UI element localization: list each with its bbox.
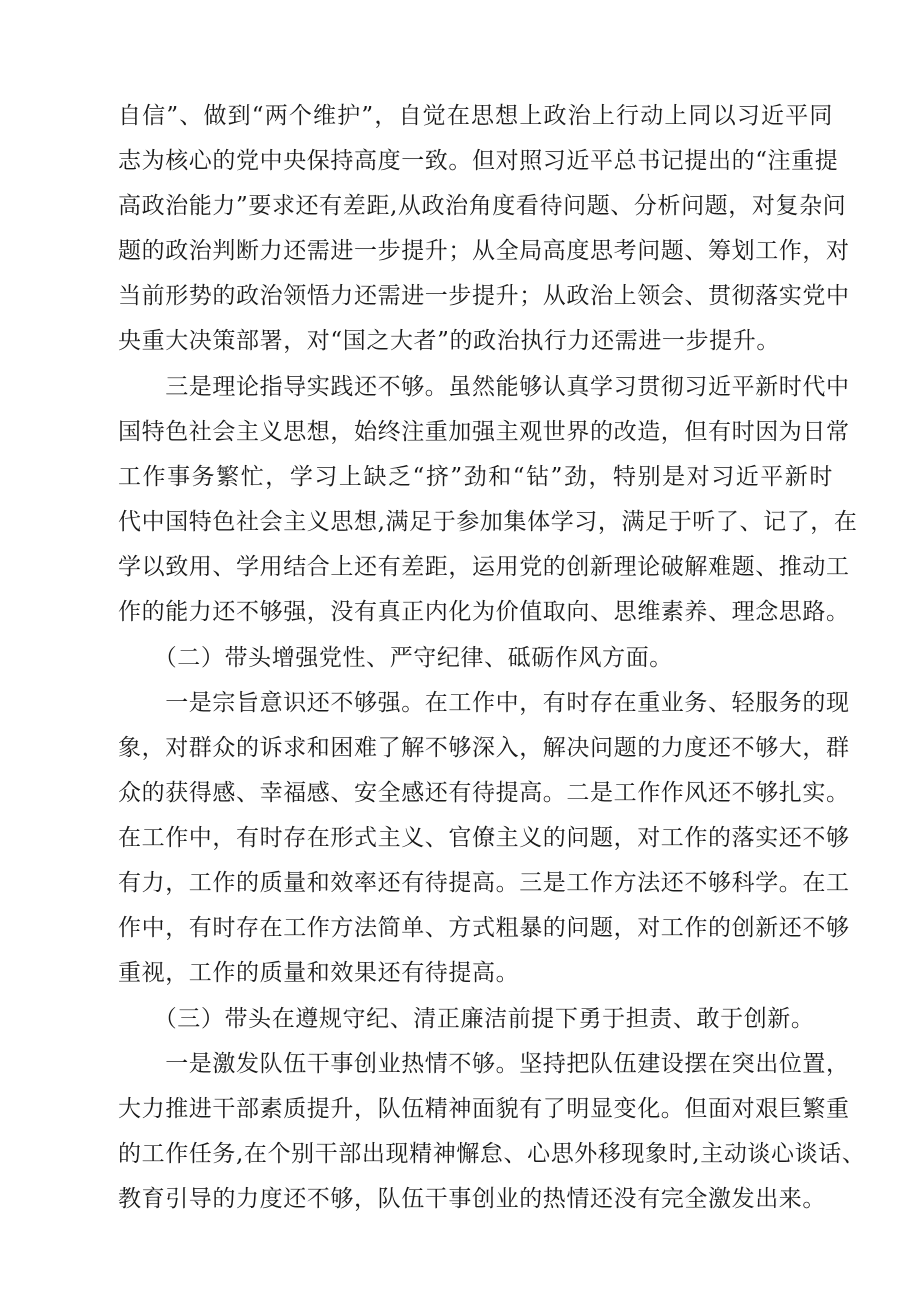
body-text-line: 作的能力还不够强，没有真正内化为价值取向、思维素养、理念思路。 xyxy=(118,599,850,625)
body-text-line: 学以致用、学用结合上还有差距，运用党的创新理论破解难题、推动工 xyxy=(118,554,850,580)
body-text-line: 有力，工作的质量和效率还有待提高。三是工作方法还不够科学。在工 xyxy=(118,870,850,896)
body-text-line: 一是宗旨意识还不够强。在工作中，有时存在重业务、轻服务的现 xyxy=(118,690,850,716)
body-text-line: 央重大决策部署，对“国之大者”的政治执行力还需进一步提升。 xyxy=(118,328,780,354)
body-text-line: 当前形势的政治领悟力还需进一步提升；从政治上领会、贯彻落实党中 xyxy=(118,283,850,309)
body-text-line: 三是理论指导实践还不够。虽然能够认真学习贯彻习近平新时代中 xyxy=(118,374,850,400)
body-text-line: 代中国特色社会主义思想,满足于参加集体学习，满足于听了、记了，在 xyxy=(118,509,858,535)
body-text-line: 重视，工作的质量和效果还有待提高。 xyxy=(118,960,520,986)
body-text-line: 教育引导的力度还不够，队伍干事创业的热情还没有完全激发出来。 xyxy=(118,1186,826,1212)
body-text-line: 的工作任务,在个别干部出现精神懈怠、心思外移现象时,主动谈心谈话、 xyxy=(118,1141,866,1167)
body-text-line: 在工作中，有时存在形式主义、官僚主义的问题，对工作的落实还不够 xyxy=(118,825,850,851)
body-text-line: 象，对群众的诉求和困难了解不够深入，解决问题的力度还不够大，群 xyxy=(118,735,850,761)
section-heading: （三）带头在遵规守纪、清正廉洁前提下勇于担责、敢于创新。 xyxy=(118,1006,815,1032)
body-text-line: 自信”、做到“两个维护”，自觉在思想上政治上行动上同以习近平同 xyxy=(118,103,833,129)
body-text-line: 志为核心的党中央保持高度一致。但对照习近平总书记提出的“注重提 xyxy=(118,148,839,174)
body-text-line: 工作事务繁忙，学习上缺乏“挤”劲和“钻”劲，特别是对习近平新时 xyxy=(118,464,833,490)
body-text-line: 国特色社会主义思想，始终注重加强主观世界的改造，但有时因为日常 xyxy=(118,419,850,445)
body-text-line: 高政治能力”要求还有差距,从政治角度看待问题、分析问题，对复杂问 xyxy=(118,193,847,219)
body-text-line: 一是激发队伍干事创业热情不够。坚持把队伍建设摆在突出位置， xyxy=(118,1051,850,1077)
body-text-line: 作中，有时存在工作方法简单、方式粗暴的问题，对工作的创新还不够 xyxy=(118,915,850,941)
body-text-line: 大力推进干部素质提升，队伍精神面貌有了明显变化。但面对艰巨繁重 xyxy=(118,1096,850,1122)
section-heading: （二）带头增强党性、严守纪律、砥砺作风方面。 xyxy=(118,645,673,671)
body-text-line: 题的政治判断力还需进一步提升；从全局高度思考问题、筹划工作，对 xyxy=(118,238,850,264)
body-text-line: 众的获得感、幸福感、安全感还有待提高。二是工作作风还不够扎实。 xyxy=(118,780,850,806)
